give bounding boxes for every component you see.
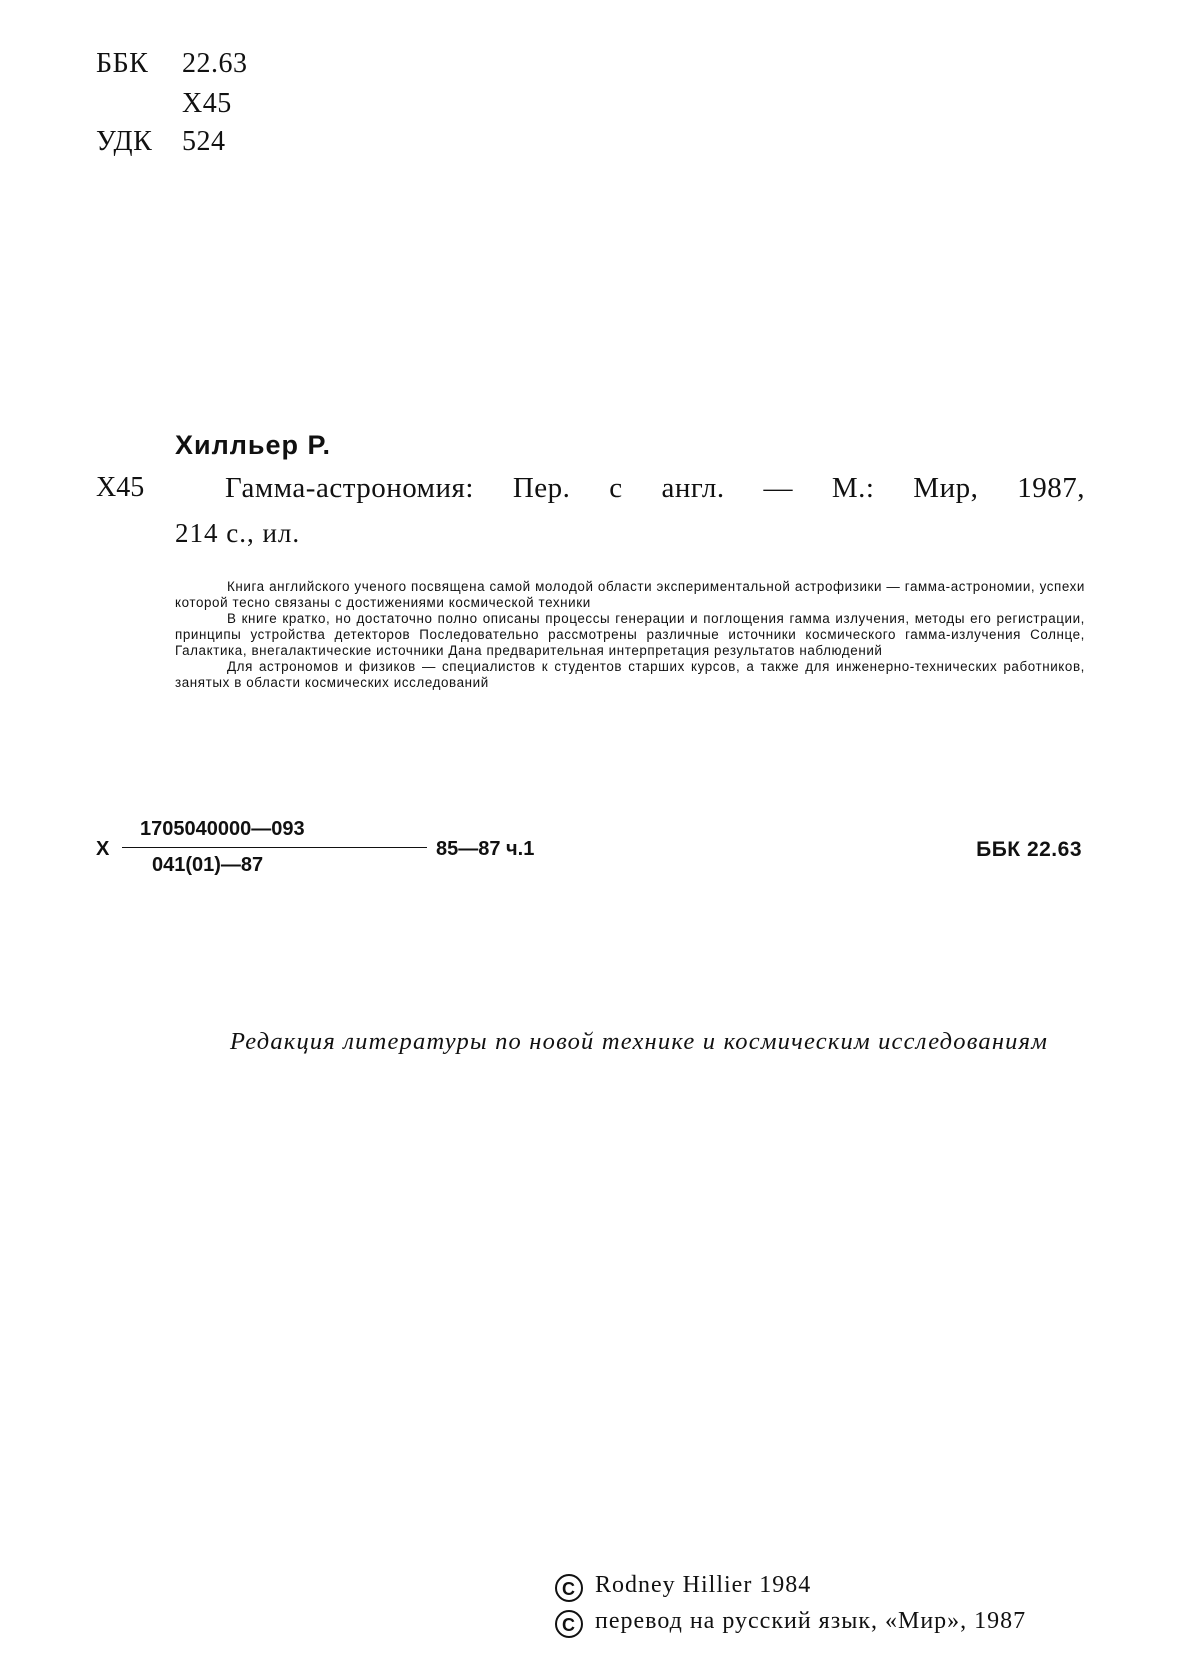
copyright-original — [555, 1572, 811, 1602]
copyright-text: перевод на русский язык, «Мир», 1987 — [595, 1608, 1027, 1634]
formula-tail: 85—87 ч.1 — [436, 838, 535, 860]
bbk-label: ББК — [96, 48, 149, 79]
formula-letter: Х — [96, 838, 110, 860]
annotation — [175, 579, 1085, 691]
annotation-paragraph: Для астрономов и физиков — специалистов к студентов старших курсов, а также для инженерно-технических работников, занятых в области космических исследований — [175, 659, 1085, 690]
bbk-value: 22.63 — [182, 48, 248, 79]
bbk-right: ББК 22.63 — [976, 838, 1082, 861]
udk-label: УДК — [96, 126, 153, 157]
fraction-bar — [122, 847, 427, 848]
book-title-line — [225, 472, 1085, 505]
udk-value: 524 — [182, 126, 226, 157]
copyright-text: Rodney Hillier 1984 — [595, 1572, 812, 1598]
page-count: 214 с., ил. — [175, 518, 301, 548]
entry-code: Х45 — [96, 472, 145, 503]
formula-numerator: 1705040000—093 — [140, 818, 305, 840]
editorial-note: Редакция литературы по новой технике и космическим исследованиям — [230, 1028, 1049, 1055]
annotation-paragraph: Книга английского ученого посвящена самой молодой области экспериментальной астрофизики — гамма-астрономии, успехи которой тесно связаны с достижениями космической техники — [175, 579, 1085, 610]
udk-classification — [96, 122, 226, 162]
copyright-icon: C — [555, 1574, 583, 1602]
copyright-icon: C — [555, 1610, 583, 1638]
author-name: Хилльер Р. — [175, 430, 331, 460]
bbk-classification — [96, 44, 248, 84]
author-mark: Х45 — [182, 88, 232, 119]
formula-denominator: 041(01)—87 — [152, 854, 264, 876]
copyright-translation — [555, 1608, 1026, 1638]
annotation-paragraph: В книге кратко, но достаточно полно описаны процессы генерации и поглощения гамма излучения, методы его регистрации, принципы устройства детекторов Последовательно рассмотрены различные источники космического гамма-излучения Солнце, Галактика, внегалактические источники Дана предварительная интерпретация результатов наблюдений — [175, 611, 1085, 658]
book-title-text: Гамма-астрономия: Пер. с англ. — М.: Мир, 1987, — [225, 472, 1085, 504]
